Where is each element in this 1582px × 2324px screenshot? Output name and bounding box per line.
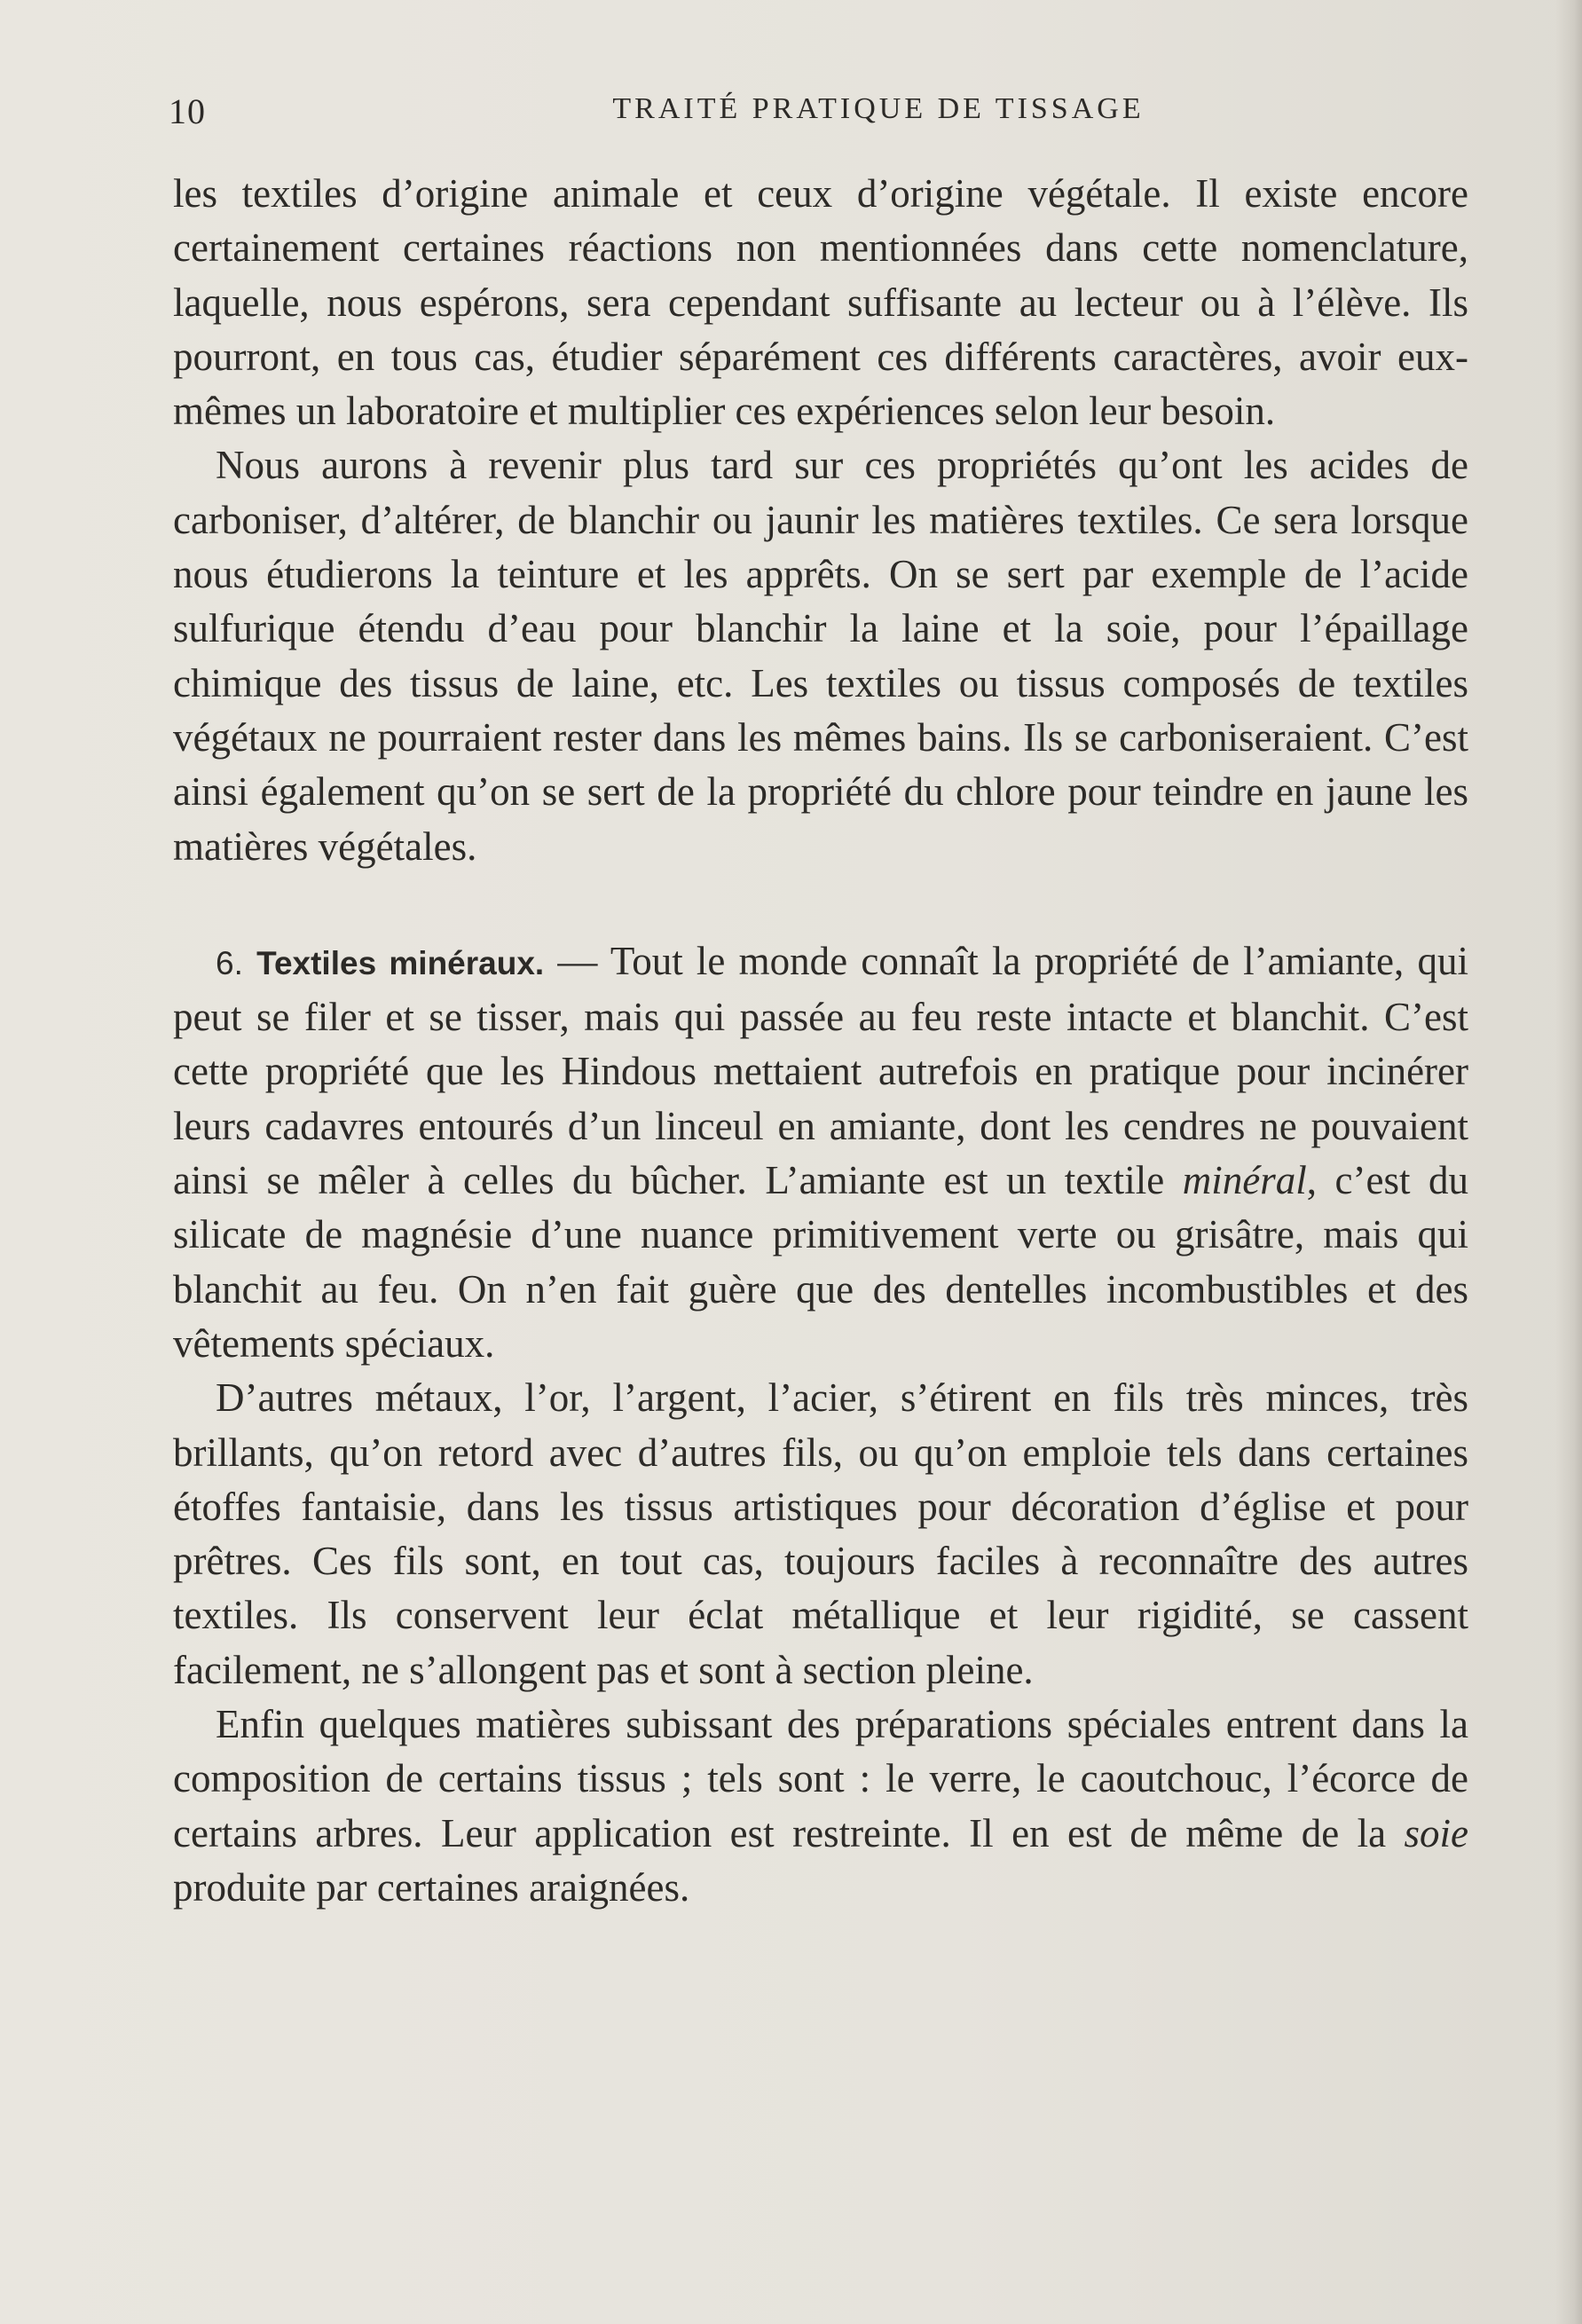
section-title: Textiles minéraux. bbox=[256, 944, 545, 981]
section-text-part2: , c’est du silicate de magnésie d’une nuance primitivement verte ou grisâtre, mais qui blanchit au feu. On n’en fait guère que des dentelles incombustibles et des vêtements spéciaux. bbox=[173, 1158, 1469, 1366]
body-text bbox=[173, 167, 1468, 1915]
page-edge-shadow bbox=[1555, 0, 1582, 2324]
paragraph-other-materials bbox=[173, 1698, 1468, 1915]
italic-term-soie: soie bbox=[1404, 1810, 1468, 1855]
section-6-paragraph bbox=[173, 934, 1468, 1371]
page-number: 10 bbox=[169, 91, 206, 131]
section-text-part1: — Tout le monde connaît la propriété de l’amiante, qui peut se filer et se tisser, mais qui passée au feu reste intacte et blanchit. C’est cette propriété que les Hindous mettaient autrefois en pratique pour incinérer leurs cadavres entourés d’un linceul en amiante, dont les cendres ne pouvaient ainsi se mêler à celles du bûcher. L’amiante est un textile bbox=[173, 938, 1468, 1203]
section-number: 6. bbox=[216, 944, 243, 981]
page-header bbox=[169, 91, 1464, 144]
paragraph-text-part2: produite par certaines araignées. bbox=[173, 1864, 690, 1910]
paragraph-metals: D’autres métaux, l’or, l’argent, l’acier, s’étirent en fils très minces, très brillants, qu’on retord avec d’autres fils, ou qu’on emploie tels dans certaines étoffes fantaisie, dans les tissus artistiques pour décoration d’église et pour prêtres. Ces fils sont, en tout cas, toujours faciles à reconnaître des autres textiles. Ils conservent leur éclat métallique et leur rigidité, se cassent facilement, ne s’allongent pas et sont à section pleine. bbox=[173, 1375, 1468, 1692]
paragraph-continuation: les textiles d’origine animale et ceux d’origine végétale. Il existe encore certainement certaines réactions non mentionnées dans cette nomenclature, laquelle, nous espérons, sera cependant suffisante au lecteur ou à l’élève. Ils pourront, en tous cas, étudier séparément ces différents caractères, avoir eux-mêmes un laboratoire et multiplier ces expériences selon leur besoin. bbox=[173, 171, 1468, 434]
paragraph-acids: Nous aurons à revenir plus tard sur ces propriétés qu’ont les acides de carboniser, d’altérer, de blanchir ou jaunir les matières textiles. Ce sera lorsque nous étudierons la teinture et les apprêts. On se sert par exemple de l’acide sulfurique étendu d’eau pour blanchir la laine et la soie, pour l’épaillage chimique des tissus de laine, etc. Les textiles ou tissus composés de textiles végétaux ne pourraient rester dans les mêmes bains. Ils se carboniseraient. C’est ainsi également qu’on se sert de la propriété du chlore pour teindre en jaune les matières végétales. bbox=[173, 443, 1468, 869]
paragraph-text-part1: Enfin quelques matières subissant des préparations spéciales entrent dans la composition de certains tissus ; tels sont : le verre, le caoutchouc, l’écorce de certains arbres. Leur application est restreinte. Il en est de même de la bbox=[173, 1702, 1468, 1855]
running-title: TRAITÉ PRATIQUE DE TISSAGE bbox=[612, 92, 1145, 125]
italic-term-mineral: minéral bbox=[1182, 1158, 1307, 1203]
